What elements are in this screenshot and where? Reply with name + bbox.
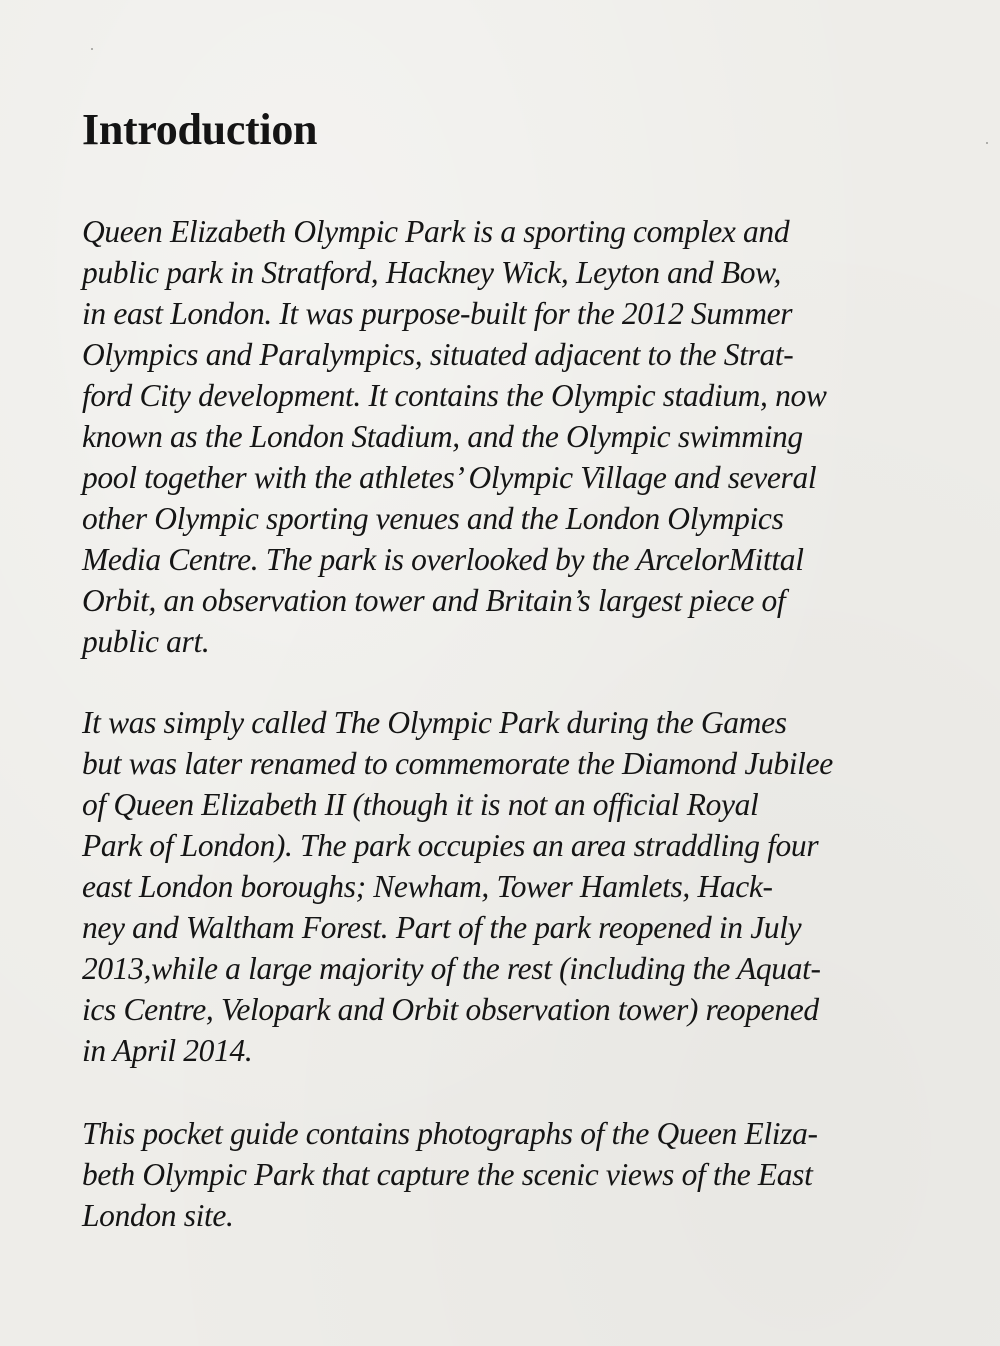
text-line: It was simply called The Olympic Park during the Games	[82, 705, 787, 740]
text-line: Park of London). The park occupies an area straddling four	[82, 828, 819, 863]
text-line: Orbit, an observation tower and Britain’s largest piece of	[82, 583, 786, 618]
text-line: 2013,while a large majority of the rest (including the Aquat-	[82, 951, 821, 986]
paper-speck	[91, 48, 93, 50]
text-line: pool together with the athletes’ Olympic Village and several	[82, 460, 817, 495]
text-line: in April 2014.	[82, 1033, 253, 1068]
text-line: in east London. It was purpose-built for the 2012 Summer	[82, 296, 793, 331]
text-line: This pocket guide contains photographs of the Queen Eliza-	[82, 1116, 818, 1151]
text-line: ics Centre, Velopark and Orbit observation tower) reopened	[82, 992, 819, 1027]
text-line: other Olympic sporting venues and the London Olympics	[82, 501, 784, 536]
page-heading: Introduction	[82, 105, 318, 154]
paper-speck	[986, 142, 988, 144]
text-line: but was later renamed to commemorate the Diamond Jubilee	[82, 746, 833, 781]
text-line: ney and Waltham Forest. Part of the park reopened in July	[82, 910, 802, 945]
paragraph-2	[82, 702, 833, 1071]
text-line: east London boroughs; Newham, Tower Hamlets, Hack-	[82, 869, 773, 904]
text-line: public park in Stratford, Hackney Wick, Leyton and Bow,	[82, 255, 781, 290]
text-line: Olympics and Paralympics, situated adjacent to the Strat-	[82, 337, 794, 372]
paragraph-3	[82, 1113, 818, 1236]
text-line: Media Centre. The park is overlooked by the ArcelorMittal	[82, 542, 804, 577]
text-line: beth Olympic Park that capture the scenic views of the East	[82, 1157, 813, 1192]
text-line: public art.	[82, 624, 210, 659]
text-line: London site.	[82, 1198, 234, 1233]
text-line: Queen Elizabeth Olympic Park is a sporting complex and	[82, 214, 790, 249]
paragraph-1	[82, 211, 827, 662]
text-line: ford City development. It contains the Olympic stadium, now	[82, 378, 827, 413]
text-line: known as the London Stadium, and the Olympic swimming	[82, 419, 803, 454]
text-line: of Queen Elizabeth II (though it is not an official Royal	[82, 787, 759, 822]
